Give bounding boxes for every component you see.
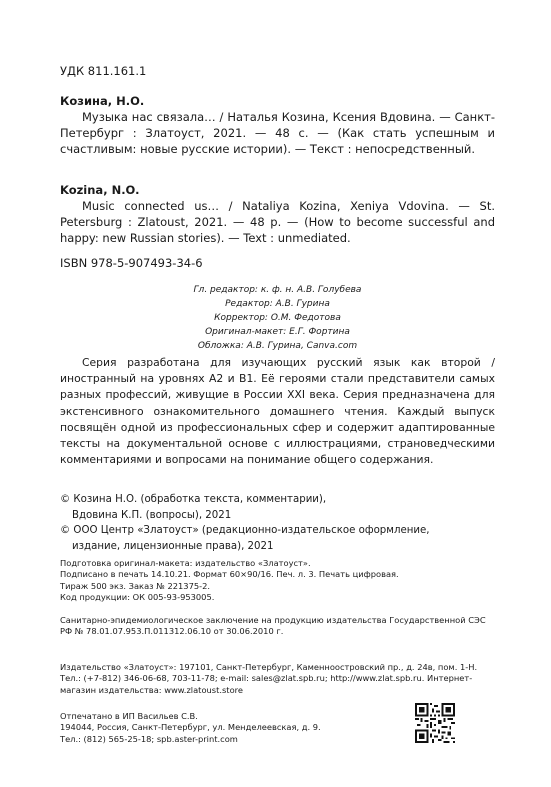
print-info-line: Код продукции: ОК 005-93-953005.: [60, 591, 215, 602]
copyright-line: © Козина Н.О. (обработка текста, комментарии),: [60, 494, 327, 505]
staff-name: Е.Г. Фортина: [289, 327, 350, 337]
copyright-line: издание, лицензионные права), 2021: [72, 540, 274, 552]
print-info-line: Тираж 500 экз. Заказ № 221375-2.: [60, 580, 211, 591]
staff-role: Обложка:: [197, 341, 244, 351]
staff-name: А.В. Гурина: [275, 299, 330, 309]
staff-role: Редактор:: [225, 299, 273, 309]
editorial-staff: [60, 283, 495, 353]
author-heading-en: Kozina, N.O.: [60, 183, 140, 197]
isbn: ISBN 978-5-907493-34-6: [60, 256, 203, 270]
staff-line: [60, 325, 495, 339]
staff-name: О.М. Федотова: [270, 313, 341, 323]
sanitary-conclusion: Санитарно-эпидемиологическое заключение на продукцию издательства Государственной СЭС РФ № 78.01.07.953.П.011312.06.10 от 30.06.2010 г.: [60, 615, 486, 637]
copyright-line: © ООО Центр «Златоуст» (редакционно-издательское оформление,: [60, 525, 430, 536]
printer-line: Отпечатано в ИП Васильев С.В.: [60, 711, 198, 721]
staff-name: к. ф. н. А.В. Голубева: [260, 285, 362, 295]
series-annotation: Серия разработана для изучающих русский язык как второй / иностранный на уровнях А2 и В1. Её героями стали представители самых разных профессий, живущие в России XXI века. Серия предназначена для экстенсивного ознакомительного домашнего чтения. Каждый выпуск посвящён одной из профессиональных сфер и содержит адаптированные тексты на документальной основе с иллюстрациями, страноведческими комментариями и вопросами на понимание общего содержания.: [60, 356, 495, 467]
staff-line: [60, 339, 495, 353]
publisher-info: Издательство «Златоуст»: 197101, Санкт-Петербург, Каменноостровский пр., д. 24в, пом. 1-Н. Тел.: (+7-812) 346-06-68, 703-11-78; e-mail: sales@zlat.spb.ru; http://www.zlat.spb.ru. Интернет-магазин издательства: www.zlatoust.store: [60, 662, 478, 695]
staff-line: [60, 311, 495, 325]
staff-role: Гл. редактор:: [193, 285, 258, 295]
bibliographic-record-ru: [60, 93, 495, 157]
qr-code-icon: [415, 703, 455, 743]
print-info: [60, 558, 495, 603]
bibliographic-record-en: [60, 182, 495, 246]
imprint-page: [60, 0, 495, 787]
staff-name: А.В. Гурина, Canva.com: [246, 341, 358, 351]
print-info-line: Подписано в печать 14.10.21. Формат 60×90/16. Печ. л. 3. Печать цифровая.: [60, 569, 399, 580]
record-body-en: Music connected us… / Nataliya Kozina, Xeniya Vdovina. — St. Petersburg : Zlatoust, 2021. — 48 p. — (How to become successful and happy: new Russian stories). — Text : unmediated.: [60, 199, 495, 245]
staff-line: [60, 283, 495, 297]
record-body-ru: Музыка нас связала… / Наталья Козина, Ксения Вдовина. — Санкт-Петербург : Златоуст, 2021. — 48 с. — (Как стать успешным и счастливым: новые русские истории). — Текст : непосредственный.: [60, 110, 495, 156]
copyright-line: Вдовина К.П. (вопросы), 2021: [72, 509, 232, 521]
author-heading-ru: Козина, Н.О.: [60, 94, 145, 108]
staff-role: Оригинал-макет:: [205, 327, 287, 337]
print-info-line: Подготовка оригинал-макета: издательство «Златоуст».: [60, 558, 311, 568]
copyright-notice: [60, 492, 495, 554]
printer-line: Тел.: (812) 565-25-18; spb.aster-print.com: [60, 733, 238, 744]
udk-code: УДК 811.161.1: [60, 64, 147, 78]
staff-role: Корректор:: [214, 313, 268, 323]
printer-line: 194044, Россия, Санкт-Петербург, ул. Менделеевская, д. 9.: [60, 722, 321, 733]
staff-line: [60, 297, 495, 311]
